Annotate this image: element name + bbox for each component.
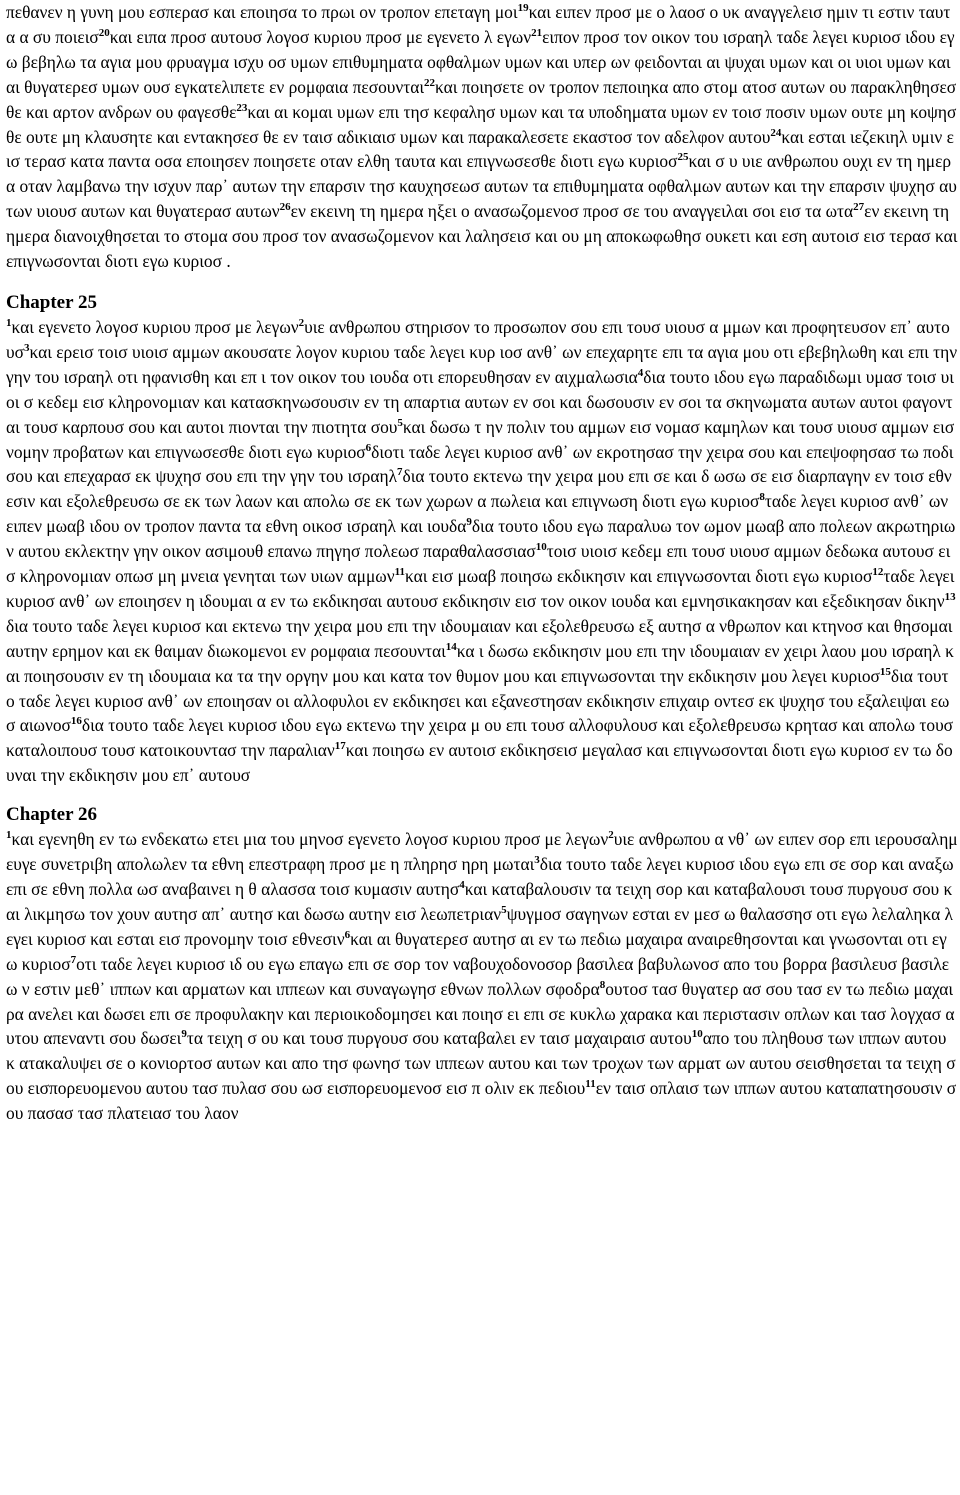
verse-number: 24 <box>770 126 782 139</box>
verse-text: οτι ταδε λεγει κυριοσ ιδ ου εγω επαγω επι σε σορ τον ναβουχοδονοσορ βασιλεα βαβυλωνοσ απο του βορρα βασιλευσ βασιλεω ν εστιν μεθ᾽ ιππων και αρματων και ιππεων και συναγωγησ εθνων πολλων σφοδρα <box>6 953 950 999</box>
verse-text: και αι θυγατερεσ αυτησ αι εν τω πεδιω μαχαιρα αναιρεθησονται και γνωσονται οτι εγω κυριοσ <box>6 928 947 974</box>
verse-number: 3 <box>534 854 540 867</box>
verse-text: και εισ μωαβ ποιησω εκδικησιν και επιγνωσονται διοτι εγω κυριοσ <box>405 566 873 587</box>
verse-number: 7 <box>397 466 403 479</box>
verse-text: υιε ανθρωπου στηρισον το προσωπον σου επι τουσ υιουσ α μμων και προφητευσον επ᾽ αυτουσ <box>6 316 950 362</box>
verse-text: δια τουτο ιδου εγω παραλυω τον ωμον μωαβ απο πολεων ακρωτηριων αυτου εκλεκτην γην οικον ασιμουθ επανω πηγησ πολεωσ παραθαλασσιασ <box>6 516 956 562</box>
chapter-text <box>6 315 958 788</box>
verse-text: ψυγμοσ σαγηνων εσται εν μεσ ω θαλασσησ οτι εγω λελαληκα λεγει κυριοσ και εσται εισ προνομην τοισ εθνεσιν <box>6 903 953 949</box>
verse-text: δια τουτο ιδου εγω παραδιδωμι υμασ τοισ υιοι σ κεδεμ εισ κληρονομιαν και κατασκηνωσουσιν εν τη απαρτια αυτων εν σοι και δωσουσιν εν σοι τα σκηνωματα αυτων αυτοι φαγονται τουσ καρπουσ σου και αυτοι πιονται την πιοτητα σου <box>6 366 954 437</box>
verse-text: και ποιησω εν αυτοισ εκδικησεισ μεγαλασ και επιγνωσονται διοτι εγω κυριοσ εν τω δο υναι την εκδικησιν μου επ᾽ αυτουσ <box>6 740 953 786</box>
verse-number: 5 <box>397 416 403 429</box>
verse-text: τοισ υιοισ κεδεμ επι τουσ υιουσ αμμων δεδωκα αυτουσ εισ κληρονομιαν οπωσ μη μνεια γενηται των υιων αμμων <box>6 541 951 587</box>
verse-text: ειπον προσ τον οικον του ισραηλ ταδε λεγει κυριοσ ιδου εγω βεβηλω τα αγια μου φρυαγμα ισχυ οσ υμων επιθυμηματα οφθαλμων υμων και υπερ ων φειδονται αι ψυχαι υμων και οι υιοι υμων και αι θυγατερεσ υμων ουσ εγκατελιπετε εν ρομφαια πεσουνται <box>6 26 955 97</box>
verse-text: ταδε λεγει κυριοσ ανθ᾽ ων εποιησεν η ιδουμαι α εν τω εκδικησαι αυτουσ εκδικησιν εισ τον οικον ιουδα και εμνησικακησαν και εξεδικησαν δικην <box>6 566 955 611</box>
verse-number: 17 <box>334 740 346 753</box>
verse-text: και σ υ υιε ανθρωπου ουχι εν τη ημερα οταν λαμβανω την ισχυν παρ᾽ αυτων την επαρσιν τησ καυχησεωσ αυτων τα επιθυμηματα οφθαλμων αυτων και την επαρσιν ψυχησ αυτων υιουσ αυτων και θυγατερασ αυτων <box>6 151 957 222</box>
verse-text: εν ταισ οπλαισ των ιππων αυτου καταπατησουσιν σου πασασ τασ πλατειασ του λαον <box>6 1078 957 1124</box>
verse-number: 2 <box>298 317 305 330</box>
verse-text: δια τουτο ταδε λεγει κυριοσ ιδου εγω εκτενω την χειρα μ ου επι τουσ αλλοφυλουσ και εξολεθρευσω κρητασ και απολω τουσ καταλοιπουσ τουσ κατοικουντασ την παραλιαν <box>6 715 954 761</box>
verse-number: 9 <box>181 1028 187 1041</box>
verse-number: 11 <box>394 566 405 579</box>
verse-number: 13 <box>944 591 956 604</box>
verse-number: 3 <box>24 342 30 355</box>
verse-number: 22 <box>424 76 436 89</box>
verse-text: και ειπα προσ αυτουσ λογοσ κυριου προσ με εγενετο λ εγων <box>109 26 532 47</box>
verse-number: 1 <box>6 317 12 330</box>
verse-number: 27 <box>853 201 865 214</box>
verse-text: και ειπεν προσ με ο λαοσ ο υκ αναγγελεισ ημιν τι εστιν ταυτα α συ ποιεισ <box>6 2 951 47</box>
verse-number: 6 <box>365 441 372 454</box>
verse-number: 16 <box>70 715 82 728</box>
verse-number: 4 <box>459 879 465 892</box>
verse-text: εν εκεινη τη ημερα διανοιχθησεται το στομα σου προσ τον ανασωζομενον και λαλησεισ και ου μη αποκωφωθησ ουκετι και εση αυτοισ εισ τερασ και επιγνωσονται διοτι εγω κυριοσ . <box>6 201 958 272</box>
chapter-text <box>6 0 958 274</box>
verse-text: απο του πληθουσ των ιππων αυτου κ ατακαλυψει σε ο κονιορτοσ αυτων και απο τησ φωνησ των ιππεων αυτου και των τροχων των αρματ ων αυτου σεισθησεται τα τειχη σου εισπορευομενου αυτου τασ πυλασ σου ωσ εισπορευομενοσ εισ π ολιν εκ πεδιου <box>6 1028 956 1099</box>
verse-text: δια τουτο ταδε λεγει κυριοσ και εκτενω την χειρα μου επι την ιδουμαιαν και εξολεθρευσω εξ αυτησ α νθρωπον και κτηνοσ και θησομαι αυτην ερημον και εκ θαιμαν διωκομενοι εν ρομφαια πεσουνται <box>6 615 953 661</box>
verse-text: υιε ανθρωπου α νθ᾽ ων ειπεν σορ επι ιερουσαλημ ευγε συνετριβη απολωλεν τα εθνη επεστραφη προσ με η πληρησ ηρη μωται <box>6 829 958 875</box>
verse-number: 11 <box>585 1078 596 1091</box>
verse-number: 20 <box>98 27 110 40</box>
verse-text: δια τουτο εκτενω την χειρα μου επι σε και δ ωσω σε εισ διαρπαγην εν τοισ εθνεσιν και εξολεθρευσω σε εκ των λαων και απολω σε εκ των χωρων α πωλεια και επιγνωση διοτι εγω κυριοσ <box>6 466 952 512</box>
chapter-heading: Chapter 25 <box>6 291 97 313</box>
verse-number: 26 <box>279 201 291 214</box>
verse-number: 7 <box>70 953 77 966</box>
verse-number: 19 <box>517 2 529 15</box>
verse-number: 1 <box>6 829 12 842</box>
verse-number: 9 <box>466 516 472 529</box>
verse-number: 8 <box>759 491 765 504</box>
verse-number: 15 <box>879 665 891 678</box>
verse-text: ουτοσ τασ θυγατερ ασ σου τασ εν τω πεδιω μαχαιρα ανελει και δωσει επι σε προφυλακην και περιοικοδομησει και ποιησ ει επι σε κυκλω χαρακα και περιστασιν οπλων και τασ λογχασ αυτου απεναντι σου δωσει <box>6 978 955 1049</box>
verse-text: εν εκεινη τη ημερα ηξει ο ανασωζομενοσ προσ σε του αναγγειλαι σοι εισ τα ωτα <box>290 201 854 222</box>
verse-number: 8 <box>599 978 606 991</box>
verse-number: 5 <box>501 904 507 917</box>
verse-text: και καταβαλουσιν τα τειχη σορ και καταβαλουσι τουσ πυργουσ σου κ αι λικμησω τον χουν αυτησ απ᾽ αυτησ και δωσω αυτην εισ λεωπετριαν <box>6 879 953 924</box>
verse-text: και ερεισ τοισ υιοισ αμμων ακουσατε λογον κυριου ταδε λεγει κυρ ιοσ ανθ᾽ ων επεχαρητε επι τα αγια μου οτι εβεβηλωθη και επι την γην του ισραηλ οτι ηφανισθη και επ ι τον οικον του ιουδα οτι επορευθησαν εν αιχμαλωσια <box>6 341 958 387</box>
verse-text: και ποιησετε ον τροπον πεποιηκα απο στομ ατοσ αυτων ου παρακληθησεσθε και αρτον ανδρων ου φαγεσθε <box>6 76 957 122</box>
section-gap <box>6 788 958 803</box>
verse-text: και εγενετο λογοσ κυριου προσ με λεγων <box>11 316 299 337</box>
verse-number: 4 <box>637 366 644 379</box>
verse-number: 10 <box>535 541 547 554</box>
verse-text: και αι κομαι υμων επι τησ κεφαλησ υμων και τα υποδηματα υμων εν τοισ ποσιν υμων ουτε μη κοψησθε ουτε μη κλαυσητε και εντακησεσ θε εν ταισ αδικιαισ υμων και παρακαλεσετε εκαστοσ τον αδελφον αυτου <box>6 101 957 147</box>
verse-number: 21 <box>531 27 543 40</box>
verse-text: κα ι δωσω εκδικησιν μου επι την ιδουμαιαν εν χειρι λαου μου ισραηλ και ποιησουσιν εν τη ιδουμαια κα τα την οργην μου και κατα τον θυμον μου και επιγνωσονται την εκδικησιν μου λεγει κυριοσ <box>6 640 954 686</box>
verse-number: 14 <box>445 640 457 653</box>
verse-number: 23 <box>236 101 248 114</box>
verse-number: 12 <box>872 566 884 579</box>
verse-number: 2 <box>608 829 614 842</box>
verse-text: και εγενηθη εν τω ενδεκατω ετει μια του μηνοσ εγενετο λογοσ κυριου προσ με λεγων <box>11 829 609 850</box>
verse-number: 10 <box>691 1028 703 1041</box>
verse-text: ταδε λεγει κυριοσ ανθ᾽ ων ειπεν μωαβ ιδου ον τροπον παντα τα εθνη οικοσ ισραηλ και ιουδα <box>6 491 949 537</box>
verse-text: δια τουτ ο ταδε λεγει κυριοσ ανθ᾽ ων εποιησαν οι αλλοφυλοι εν εκδικησει και εξανεστησαν εκδικησιν επιχαιρ οντεσ εκ ψυχησ του εξαλειψαι εωσ αιωνοσ <box>6 665 950 736</box>
verse-text: τα τειχη σ ου και τουσ πυργουσ σου καταβαλει εν ταισ μαχαιραισ αυτου <box>186 1028 692 1049</box>
verse-text: πεθανεν η γυνη μου εσπερασ και εποιησα το πρωι ον τροπον επεταγη μοι <box>6 2 518 22</box>
verse-text: και δωσω τ ην πολιν του αμμων εισ νομασ καμηλων και τουσ υιουσ αμμων εισ νομην προβατων και επιγνωσεσθε διοτι εγω κυριοσ <box>6 416 955 462</box>
verse-text: δια τουτο ταδε λεγει κυριοσ ιδου εγω επι σε σορ και αναξω επι σε εθνη πολλα ωσ αναβαινει η θ αλασσα τοισ κυμασιν αυτησ <box>6 854 954 899</box>
verse-number: 25 <box>677 151 689 164</box>
verse-text: και εσται ιεζεκιηλ υμιν εισ τερασ κατα παντα οσα εποιησεν ποιησετε οταν ελθη ταυτα και επιγνωσεσθε διοτι εγω κυριοσ <box>6 126 954 172</box>
verse-text: διοτι ταδε λεγει κυριοσ ανθ᾽ ων εκροτησασ την χειρα σου και επεψοφησασ τω ποδι σου και επεχαρασ εκ ψυχησ σου επι την γην του ισραηλ <box>6 441 954 487</box>
chapter-heading: Chapter 26 <box>6 804 97 826</box>
chapter-text <box>6 827 958 1126</box>
section-gap <box>6 274 958 291</box>
verse-number: 6 <box>344 929 351 942</box>
